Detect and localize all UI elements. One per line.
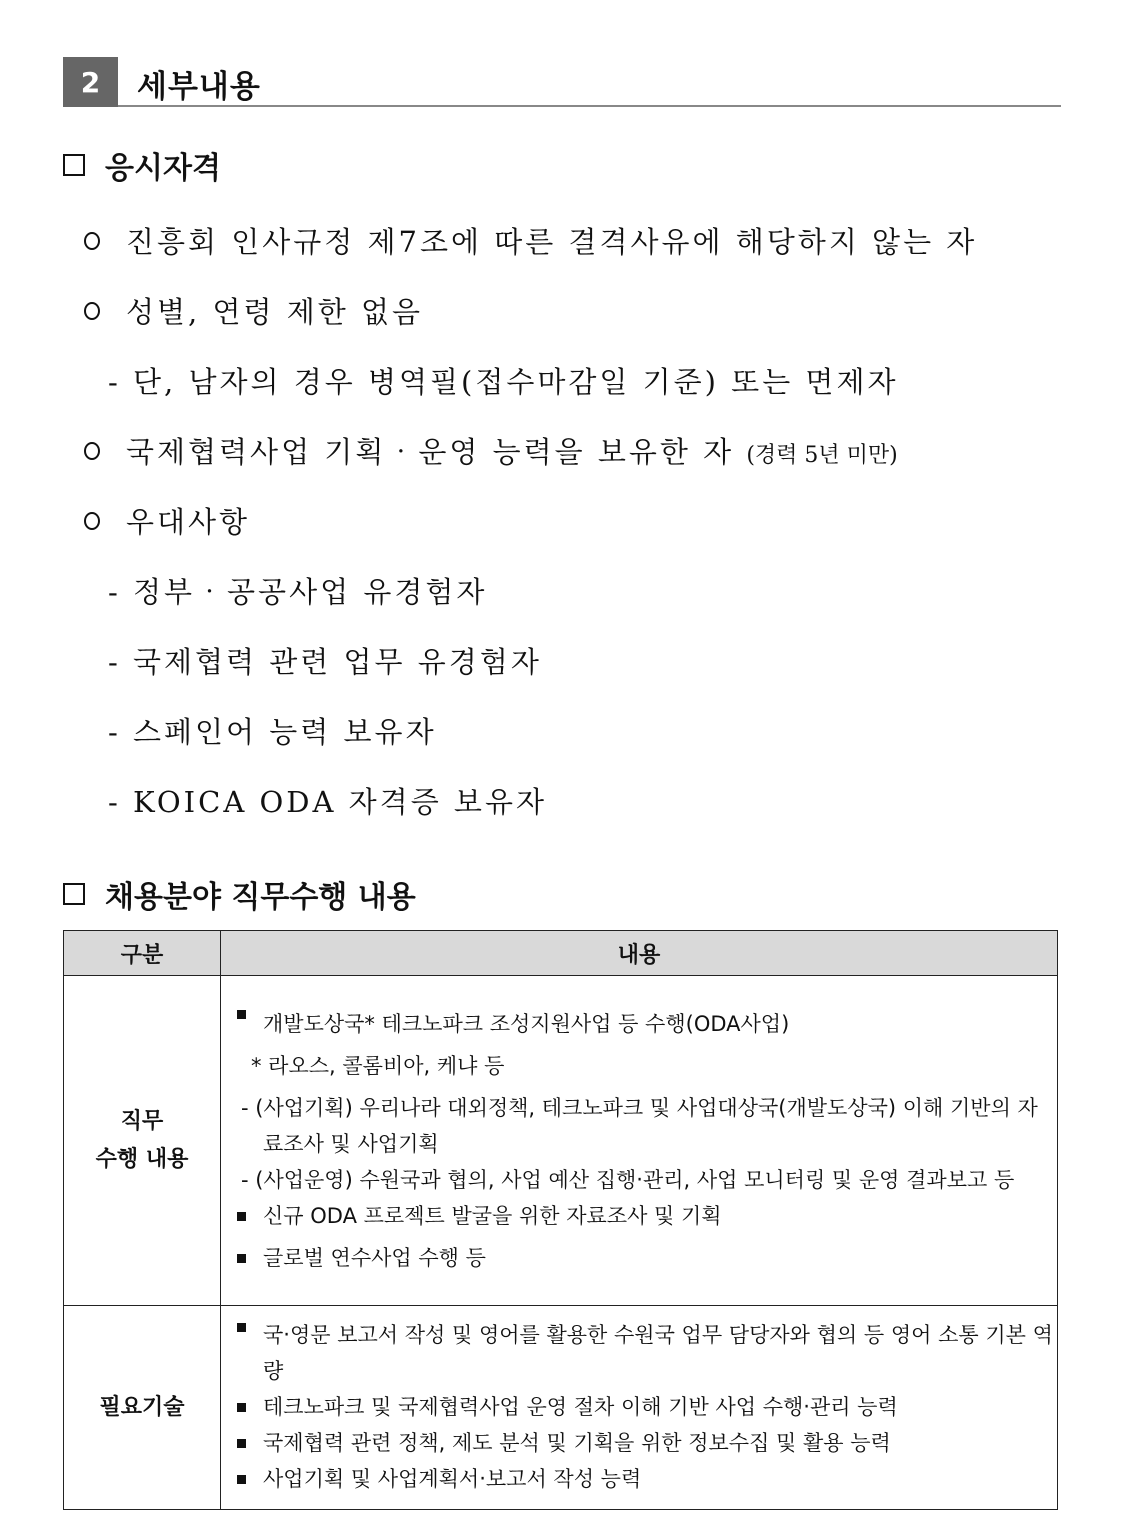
qualification-text: - 스페인어 능력 보유자 — [108, 715, 437, 749]
section-title: 세부내용 — [137, 69, 261, 105]
circle-bullet-icon — [84, 302, 100, 320]
section-divider — [118, 105, 1061, 107]
qualification-item — [84, 500, 250, 541]
section-header — [63, 57, 1061, 107]
row-content — [221, 1306, 1058, 1510]
circle-bullet-icon — [84, 442, 100, 460]
qualification-subitem — [108, 780, 547, 821]
square-bullet-item: 테크노파크 및 국제협력사업 운영 절차 이해 기반 사업 수행‧관리 능력 — [233, 1389, 1053, 1425]
qualification-subitem — [108, 360, 898, 401]
qualification-text: 우대사항 — [126, 505, 251, 539]
square-bullet-item: 사업기획 및 사업계획서‧보고서 작성 능력 — [233, 1461, 1053, 1507]
qualification-item — [84, 290, 423, 331]
square-bullet-item: 글로벌 연수사업 수행 등 — [233, 1240, 1053, 1286]
qualification-text: 국제협력사업 기획‧운영 능력을 보유한 자 — [126, 435, 735, 469]
row-label-line: 직무 — [120, 1108, 164, 1134]
qualification-item — [84, 220, 977, 261]
duties-heading-text: 채용분야 직무수행 내용 — [105, 880, 416, 915]
duties-table — [63, 930, 1058, 1510]
qualification-text: - 단, 남자의 경우 병역필(접수마감일 기준) 또는 면제자 — [108, 365, 899, 399]
square-bullet-icon — [63, 154, 85, 176]
qualification-subitem — [108, 640, 542, 681]
qualification-note: (경력 5년 미만) — [746, 443, 898, 468]
qualification-text: 성별, 연령 제한 없음 — [126, 295, 423, 329]
square-bullet-icon — [63, 883, 85, 905]
square-bullet-item: 신규 ODA 프로젝트 발굴을 위한 자료조사 및 기획 — [233, 1198, 1053, 1234]
table-header-category: 구분 — [64, 931, 221, 976]
section-number: 2 — [63, 57, 118, 107]
note-item: * 라오스, 콜롬비아, 케냐 등 — [251, 1053, 505, 1078]
square-bullet-item: 국제협력 관련 정책, 제도 분석 및 기획을 위한 정보수집 및 활용 능력 — [233, 1425, 1053, 1461]
circle-bullet-icon — [84, 512, 100, 530]
qualification-subitem — [108, 570, 487, 611]
qualification-text: - 정부‧공공사업 유경험자 — [108, 575, 488, 609]
dash-item: - (사업운영) 수원국과 협의, 사업 예산 집행‧관리, 사업 모니터링 및 운영 결과보고 등 — [241, 1167, 1015, 1192]
row-label — [64, 976, 221, 1306]
table-header-row — [64, 931, 1058, 976]
square-bullet-item: 국‧영문 보고서 작성 및 영어를 활용한 수원국 업무 담당자와 협의 등 영어 소통 기본 역량 — [233, 1309, 1053, 1389]
qualifications-heading-text: 응시자격 — [105, 151, 221, 186]
circle-bullet-icon — [84, 232, 100, 250]
qualification-text: - 국제협력 관련 업무 유경험자 — [108, 645, 542, 679]
table-row — [64, 1306, 1058, 1510]
qualification-text: - KOICA ODA 자격증 보유자 — [108, 785, 547, 819]
table-row — [64, 976, 1058, 1306]
row-label: 필요기술 — [64, 1306, 221, 1510]
table-header-content: 내용 — [221, 931, 1058, 976]
duties-heading — [63, 872, 416, 916]
dash-item: - (사업기획) 우리나라 대외정책, 테크노파크 및 사업대상국(개발도상국) 이해 기반의 자료조사 및 사업기획 — [241, 1095, 1038, 1156]
row-content — [221, 976, 1058, 1306]
qualification-item — [84, 430, 898, 471]
qualification-text: 진흥회 인사규정 제7조에 따른 결격사유에 해당하지 않는 자 — [126, 225, 978, 259]
qualification-subitem — [108, 710, 437, 751]
row-label-line: 수행 내용 — [95, 1146, 189, 1172]
square-bullet-item: 개발도상국* 테크노파크 조성지원사업 등 수행(ODA사업) — [233, 996, 1053, 1042]
qualifications-heading — [63, 143, 221, 187]
